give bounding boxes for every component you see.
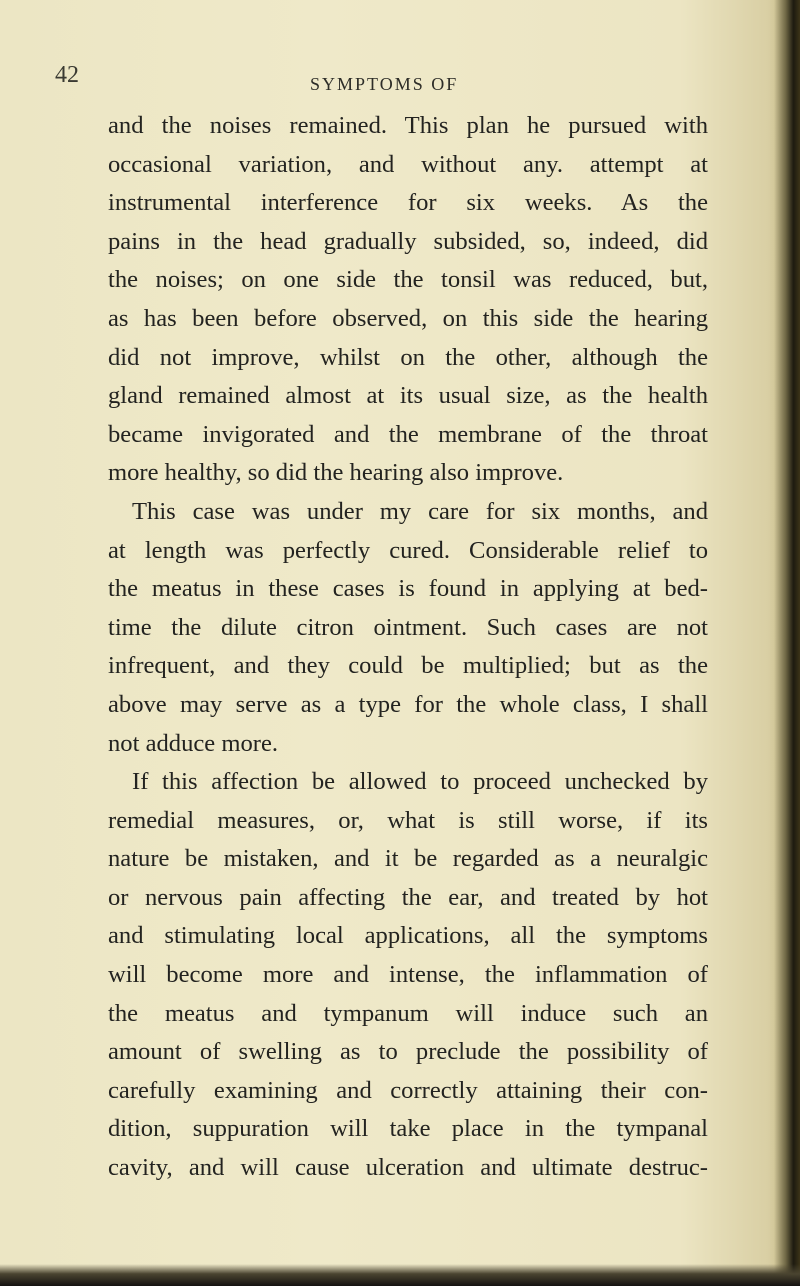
text-line: the meatus in these cases is found in applying at bed- [108,575,708,603]
text-line: amount of swelling as to preclude the possibility of [108,1038,708,1066]
text-line: or nervous pain affecting the ear, and treated by hot [108,883,708,911]
text-line: the noises; on one side the tonsil was reduced, but, [108,266,708,294]
text-line: dition, suppuration will take place in the tympanal [108,1115,708,1143]
text-line: will become more and intense, the inflammation of [108,961,708,989]
text-line: at length was perfectly cured. Considerable relief to [108,536,708,564]
text-line: and the noises remained. This plan he pursued with [108,112,708,139]
text-line: and stimulating local applications, all the symptoms [108,922,708,950]
page-number: 42 [55,62,79,88]
running-head: SYMPTOMS OF [310,74,459,94]
text-line: remedial measures, or, what is still worse, if its [108,806,708,834]
body-text [108,107,708,1188]
text-line: pains in the head gradually subsided, so, indeed, did [108,227,708,255]
text-line: became invigorated and the membrane of the throat [108,420,708,448]
text-line: infrequent, and they could be multiplied; but as the [108,652,708,680]
page-bottom-shadow [0,1264,800,1286]
text-line: This case was under my care for six months, and [132,497,708,525]
text-line: above may serve as a type for the whole class, I shall [108,690,708,718]
text-line: as has been before observed, on this side the hearing [108,304,708,332]
page-edge-shadow [774,0,800,1286]
text-line: instrumental interference for six weeks. As the [108,189,708,217]
text-line: not adduce more. [108,729,279,757]
text-line: cavity, and will cause ulceration and ultimate destruc- [108,1154,708,1182]
text-line: more healthy, so did the hearing also improve. [108,459,564,487]
text-line: nature be mistaken, and it be regarded as a neuralgic [108,845,708,873]
text-line: time the dilute citron ointment. Such cases are not [108,613,708,641]
text-line: If this affection be allowed to proceed unchecked by [132,768,708,796]
text-line: carefully examining and correctly attaining their con- [108,1076,708,1104]
text-line: did not improve, whilst on the other, although the [108,343,708,371]
text-line: the meatus and tympanum will induce such an [108,999,708,1027]
text-line: occasional variation, and without any. attempt at [108,150,708,178]
text-line: gland remained almost at its usual size, as the health [108,382,708,410]
